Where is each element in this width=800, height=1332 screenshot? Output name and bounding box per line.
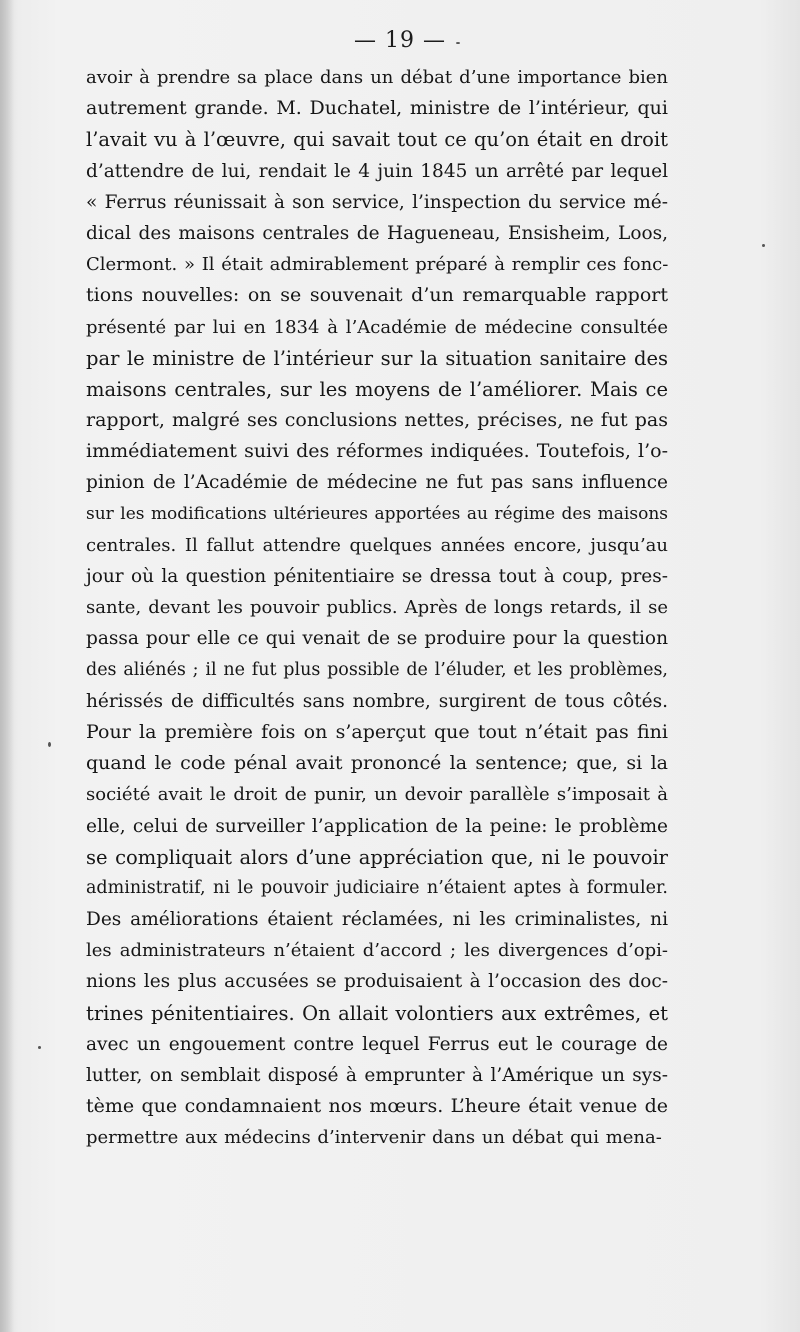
text-line: tions nouvelles: on se souvenait d’un remarquable rapport <box>86 284 668 307</box>
text-line: « Ferrus réunissait à son service, l’inspection du service mé- <box>86 191 668 213</box>
text-line: jour où la question pénitentiaire se dressa tout à coup, pres- <box>86 566 668 587</box>
text-line: hérissés de difficultés sans nombre, surgirent de tous côtés. <box>86 690 668 712</box>
paper-speck <box>762 244 765 247</box>
text-line: nions les plus accusées se produisaient à l’occasion des doc- <box>86 971 668 993</box>
text-line: rapport, malgré ses conclusions nettes, précises, ne fut pas <box>86 409 668 432</box>
text-line: d’attendre de lui, rendait le 4 juin 1845 un arrêté par lequel <box>86 160 668 182</box>
text-line: centrales. Il fallut attendre quelques années encore, jusqu’au <box>86 534 668 556</box>
text-line: sur les modifications ultérieures apportées au régime des maisons <box>86 503 668 524</box>
text-line: elle, celui de surveiller l’application de la peine: le problème <box>86 815 668 837</box>
text-line: autrement grande. M. Duchatel, ministre de l’intérieur, qui <box>86 97 668 120</box>
binding-shadow <box>0 0 14 1332</box>
text-line: avec un engouement contre lequel Ferrus eut le courage de <box>86 1033 668 1055</box>
text-line: Clermont. » Il était admirablement préparé à remplir ces fonc- <box>86 254 669 276</box>
text-line: administratif, ni le pouvoir judiciaire n’étaient aptes à formuler. <box>86 877 668 898</box>
text-line: se compliquait alors d’une appréciation que, ni le pouvoir <box>86 845 668 869</box>
text-line: l’avait vu à l’œuvre, qui savait tout ce qu’on était en droit <box>86 128 668 152</box>
text-line: immédiatement suivi des réformes indiquées. Toutefois, l’o- <box>86 440 668 463</box>
text-line: les administrateurs n’étaient d’accord ; les divergences d’opi- <box>86 940 668 962</box>
text-line: permettre aux médecins d’intervenir dans un débat qui mena- <box>86 1127 662 1149</box>
paper-speck <box>48 742 51 747</box>
text-line: Pour la première fois on s’aperçut que tout n’était pas fini <box>86 720 668 743</box>
text-line: passa pour elle ce qui venait de se produire pour la question <box>86 628 668 650</box>
text-line: société avait le droit de punir, un devoir parallèle s’imposait à <box>86 784 668 806</box>
text-line: des aliénés ; il ne fut plus possible de l’éluder, et les problèmes, <box>86 659 668 680</box>
text-line: présenté par lui en 1834 à l’Académie de médecine consultée <box>86 316 668 338</box>
text-line: pinion de l’Académie de médecine ne fut pas sans influence <box>86 472 668 494</box>
text-line: par le ministre de l’intérieur sur la situation sanitaire des <box>86 346 668 370</box>
text-line: avoir à prendre sa place dans un débat d’une importance bien <box>86 67 668 88</box>
text-line: quand le code pénal avait prononcé la sentence; que, si la <box>86 752 668 775</box>
text-line: maisons centrales, sur les moyens de l’améliorer. Mais ce <box>86 377 668 401</box>
paper-speck <box>456 42 460 44</box>
text-line: sante, devant les pouvoir publics. Après de longs retards, il se <box>86 597 668 619</box>
text-line: Des améliorations étaient réclamées, ni les criminalistes, ni <box>86 909 668 931</box>
page-number: — 19 — <box>354 28 446 53</box>
text-line: lutter, on semblait disposé à emprunter à l’Amérique un sys- <box>86 1065 668 1086</box>
text-line: tème que condamnaient nos mœurs. L’heure était venue de <box>86 1095 668 1118</box>
text-line: trines pénitentiaires. On allait volontiers aux extrêmes, et <box>86 1001 668 1025</box>
text-line: dical des maisons centrales de Hagueneau, Ensisheim, Loos, <box>86 222 668 244</box>
body-text <box>86 62 668 1154</box>
paper-speck <box>38 1046 41 1049</box>
